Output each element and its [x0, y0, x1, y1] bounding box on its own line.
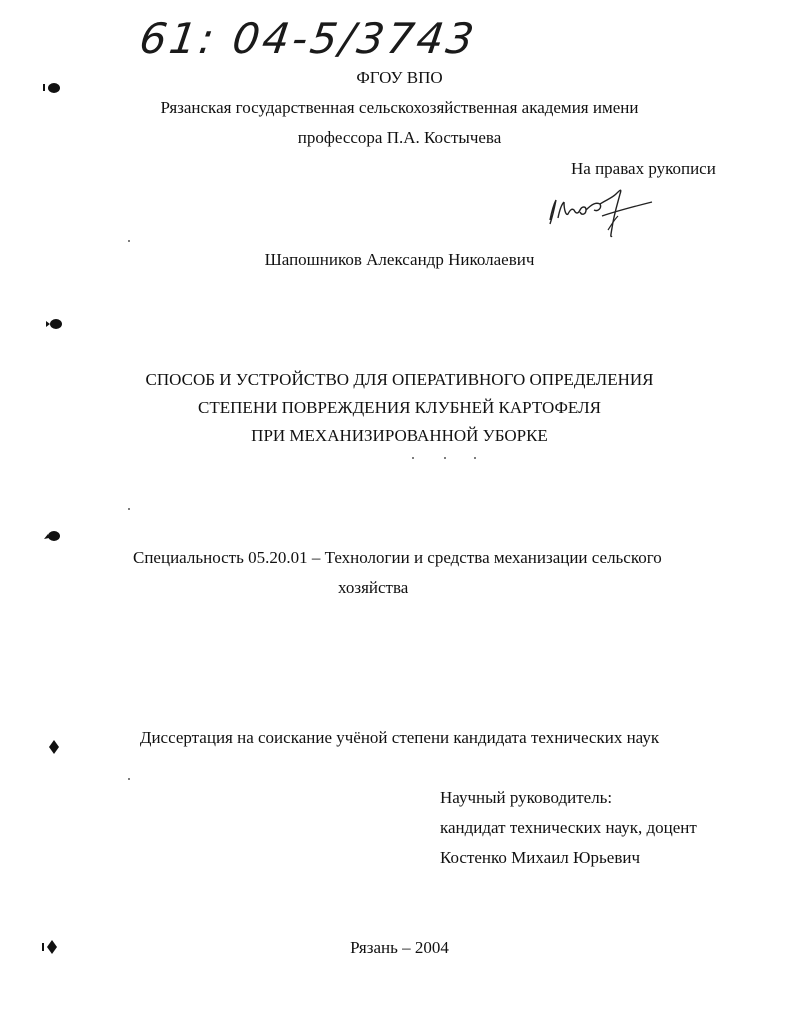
title-line-1: СПОСОБ И УСТРОЙСТВО ДЛЯ ОПЕРАТИВНОГО ОПРЕДЕЛЕНИЯ: [145, 370, 654, 389]
academy-name-line2: профессора П.А. Костычева: [297, 128, 502, 147]
scan-mark-icon: [42, 316, 66, 332]
rights-notice: На правах рукописи: [571, 159, 716, 178]
dissertation-title: [0, 366, 799, 450]
scan-speck: [128, 240, 130, 242]
scan-speck: [444, 457, 446, 459]
specialty-line-1: Специальность 05.20.01 – Технологии и средства механизации сельского: [133, 548, 662, 567]
supervisor-degree: кандидат технических наук, доцент: [440, 818, 697, 837]
handwritten-archive-number: 61: 04-5/3743: [136, 14, 480, 63]
organization-abbrev: ФГОУ ВПО: [356, 68, 443, 87]
specialty-line-2: хозяйства: [338, 578, 409, 597]
scan-mark-icon: [42, 738, 66, 756]
title-line-2: СТЕПЕНИ ПОВРЕЖДЕНИЯ КЛУБНЕЙ КАРТОФЕЛЯ: [198, 398, 601, 417]
scan-speck: [412, 457, 414, 459]
scan-speck: [128, 508, 130, 510]
title-line-3: ПРИ МЕХАНИЗИРОВАННОЙ УБОРКЕ: [251, 426, 548, 445]
scan-mark-icon: [40, 80, 64, 96]
author-name: Шапошников Александр Николаевич: [264, 250, 535, 269]
signature-image: [540, 180, 655, 242]
scan-speck: [128, 778, 130, 780]
scan-mark-icon: [38, 938, 62, 956]
academy-name: Рязанская государственная сельскохозяйственная академия имени: [160, 98, 639, 117]
dissertation-degree: Диссертация на соискание учёной степени кандидата технических наук: [139, 728, 660, 747]
supervisor-label: Научный руководитель:: [440, 788, 613, 807]
scan-mark-icon: [40, 528, 64, 544]
supervisor-name: Костенко Михаил Юрьевич: [440, 848, 640, 867]
scan-speck: [474, 457, 476, 459]
city-year: Рязань – 2004: [350, 938, 449, 957]
